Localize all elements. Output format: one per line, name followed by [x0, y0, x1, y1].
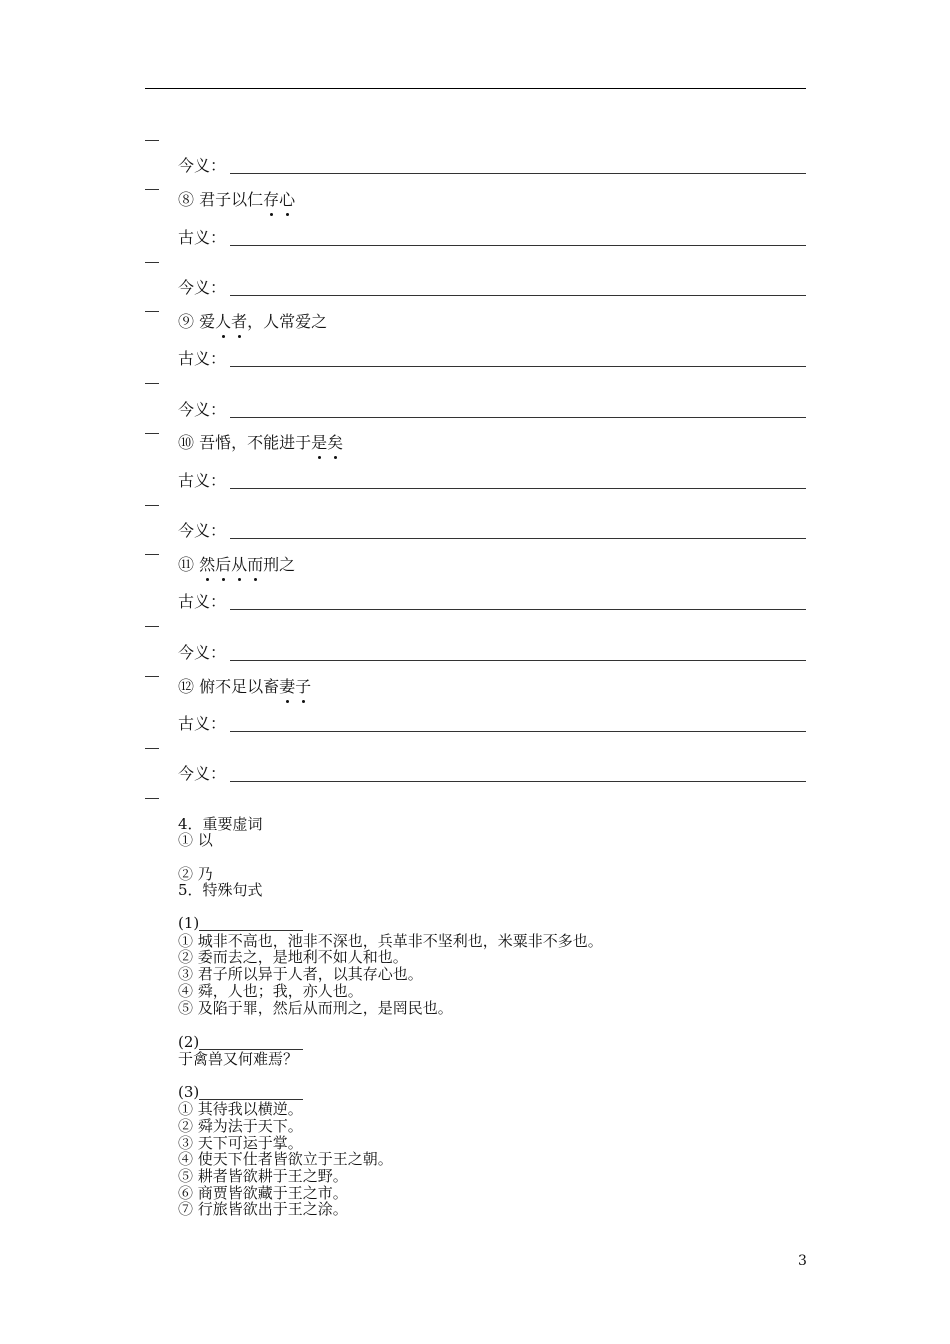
dash-mark [145, 383, 159, 384]
item-11: ⑪ 然后从而刑之 [178, 555, 296, 574]
emphasized-char: 者 [231, 312, 248, 331]
gu-label: 古义： [178, 592, 227, 611]
dash-mark [145, 554, 159, 555]
group-1-line: ⑤ 及陷于罪，然后从而刑之，是罔民也。 [178, 999, 453, 1017]
answer-line [230, 538, 806, 539]
blank-underline [199, 1035, 303, 1050]
group-3-label: (3) [178, 1084, 303, 1100]
jin-label: 今义： [178, 156, 227, 175]
emphasized-char: 是 [311, 433, 328, 452]
emphasized-char: 而 [247, 555, 264, 574]
jin-label: 今义： [178, 400, 227, 419]
emphasized-char: 子 [295, 677, 312, 696]
dash-mark [145, 433, 159, 434]
section-4-item: ② 乃 [178, 865, 213, 883]
gu-label: 古义： [178, 714, 227, 733]
section-4-item: ① 以 [178, 831, 213, 849]
blank-underline [199, 916, 303, 931]
answer-line [230, 295, 806, 296]
answer-line [230, 173, 806, 174]
emphasized-char: 然 [199, 555, 216, 574]
jin-label: 今义： [178, 643, 227, 662]
group-3-line: ① 其待我以横逆。 [178, 1100, 303, 1118]
group-3-line: ④ 使天下仕者皆欲立于王之朝。 [178, 1150, 393, 1168]
emphasized-char: 人 [215, 312, 232, 331]
dash-mark [145, 311, 159, 312]
answer-line [230, 366, 806, 367]
item-11-text [199, 555, 295, 574]
group-1-line: ③ 君子所以异于人者，以其存心也。 [178, 965, 423, 983]
group-3-line: ② 舜为法于天下。 [178, 1117, 303, 1135]
item-text-segment: 爱 [199, 312, 216, 331]
section-4-title: 4．重要虚词 [178, 815, 263, 833]
answer-line [230, 660, 806, 661]
item-8-text [199, 190, 295, 209]
emphasized-char: 心 [279, 190, 296, 209]
dash-mark [145, 798, 159, 799]
group-1-line: ② 委而去之，是地利不如人和也。 [178, 948, 408, 966]
emphasized-char: 矣 [327, 433, 344, 452]
answer-line [230, 609, 806, 610]
item-text-segment: 君子以仁 [199, 190, 264, 209]
item-text-segment: 吾惛，不能进于 [199, 433, 312, 452]
answer-line [230, 245, 806, 246]
answer-line [230, 417, 806, 418]
item-9: ⑨ 爱人者，人常爱之 [178, 312, 328, 331]
emphasized-char: 妻 [279, 677, 296, 696]
dash-mark [145, 676, 159, 677]
gu-label: 古义： [178, 228, 227, 247]
emphasized-char: 从 [231, 555, 248, 574]
group-2-label: (2) [178, 1034, 303, 1050]
dash-mark [145, 140, 159, 141]
dash-mark [145, 262, 159, 263]
group-1-line: ① 城非不高也，池非不深也，兵革非不坚利也，米粟非不多也。 [178, 932, 603, 950]
page-number: 3 [798, 1253, 807, 1269]
item-text-segment: 俯不足以畜 [199, 677, 280, 696]
item-8: ⑧ 君子以仁存心 [178, 190, 296, 209]
gu-label: 古义： [178, 349, 227, 368]
dash-mark [145, 189, 159, 190]
jin-label: 今义： [178, 278, 227, 297]
answer-line [230, 488, 806, 489]
jin-label: 今义： [178, 764, 227, 783]
jin-label: 今义： [178, 521, 227, 540]
item-10-text [199, 433, 343, 452]
answer-line [230, 731, 806, 732]
item-12: ⑫ 俯不足以畜妻子 [178, 677, 312, 696]
item-text-segment: 刑之 [263, 555, 296, 574]
emphasized-char: 后 [215, 555, 232, 574]
emphasized-char: 存 [263, 190, 280, 209]
group-3-line: ③ 天下可运于掌。 [178, 1134, 303, 1152]
dash-mark [145, 626, 159, 627]
item-12-text [199, 677, 311, 696]
item-9-text [199, 312, 327, 331]
blank-underline [199, 1085, 303, 1100]
item-text-segment: ，人常爱之 [247, 312, 328, 331]
dash-mark [145, 505, 159, 506]
group-1-label: (1) [178, 915, 303, 931]
group-1-line: ④ 舜，人也；我，亦人也。 [178, 982, 363, 1000]
group-2-line: 于禽兽又何难焉？ [178, 1050, 299, 1068]
header-rule [145, 88, 806, 89]
gu-label: 古义： [178, 471, 227, 490]
group-3-line: ⑤ 耕者皆欲耕于王之野。 [178, 1167, 348, 1185]
section-5-title: 5．特殊句式 [178, 881, 263, 899]
group-3-line: ⑥ 商贾皆欲藏于王之市。 [178, 1184, 348, 1202]
dash-mark [145, 748, 159, 749]
group-3-line: ⑦ 行旅皆欲出于王之涂。 [178, 1200, 348, 1218]
item-10: ⑩ 吾惛，不能进于是矣 [178, 433, 344, 452]
answer-line [230, 781, 806, 782]
